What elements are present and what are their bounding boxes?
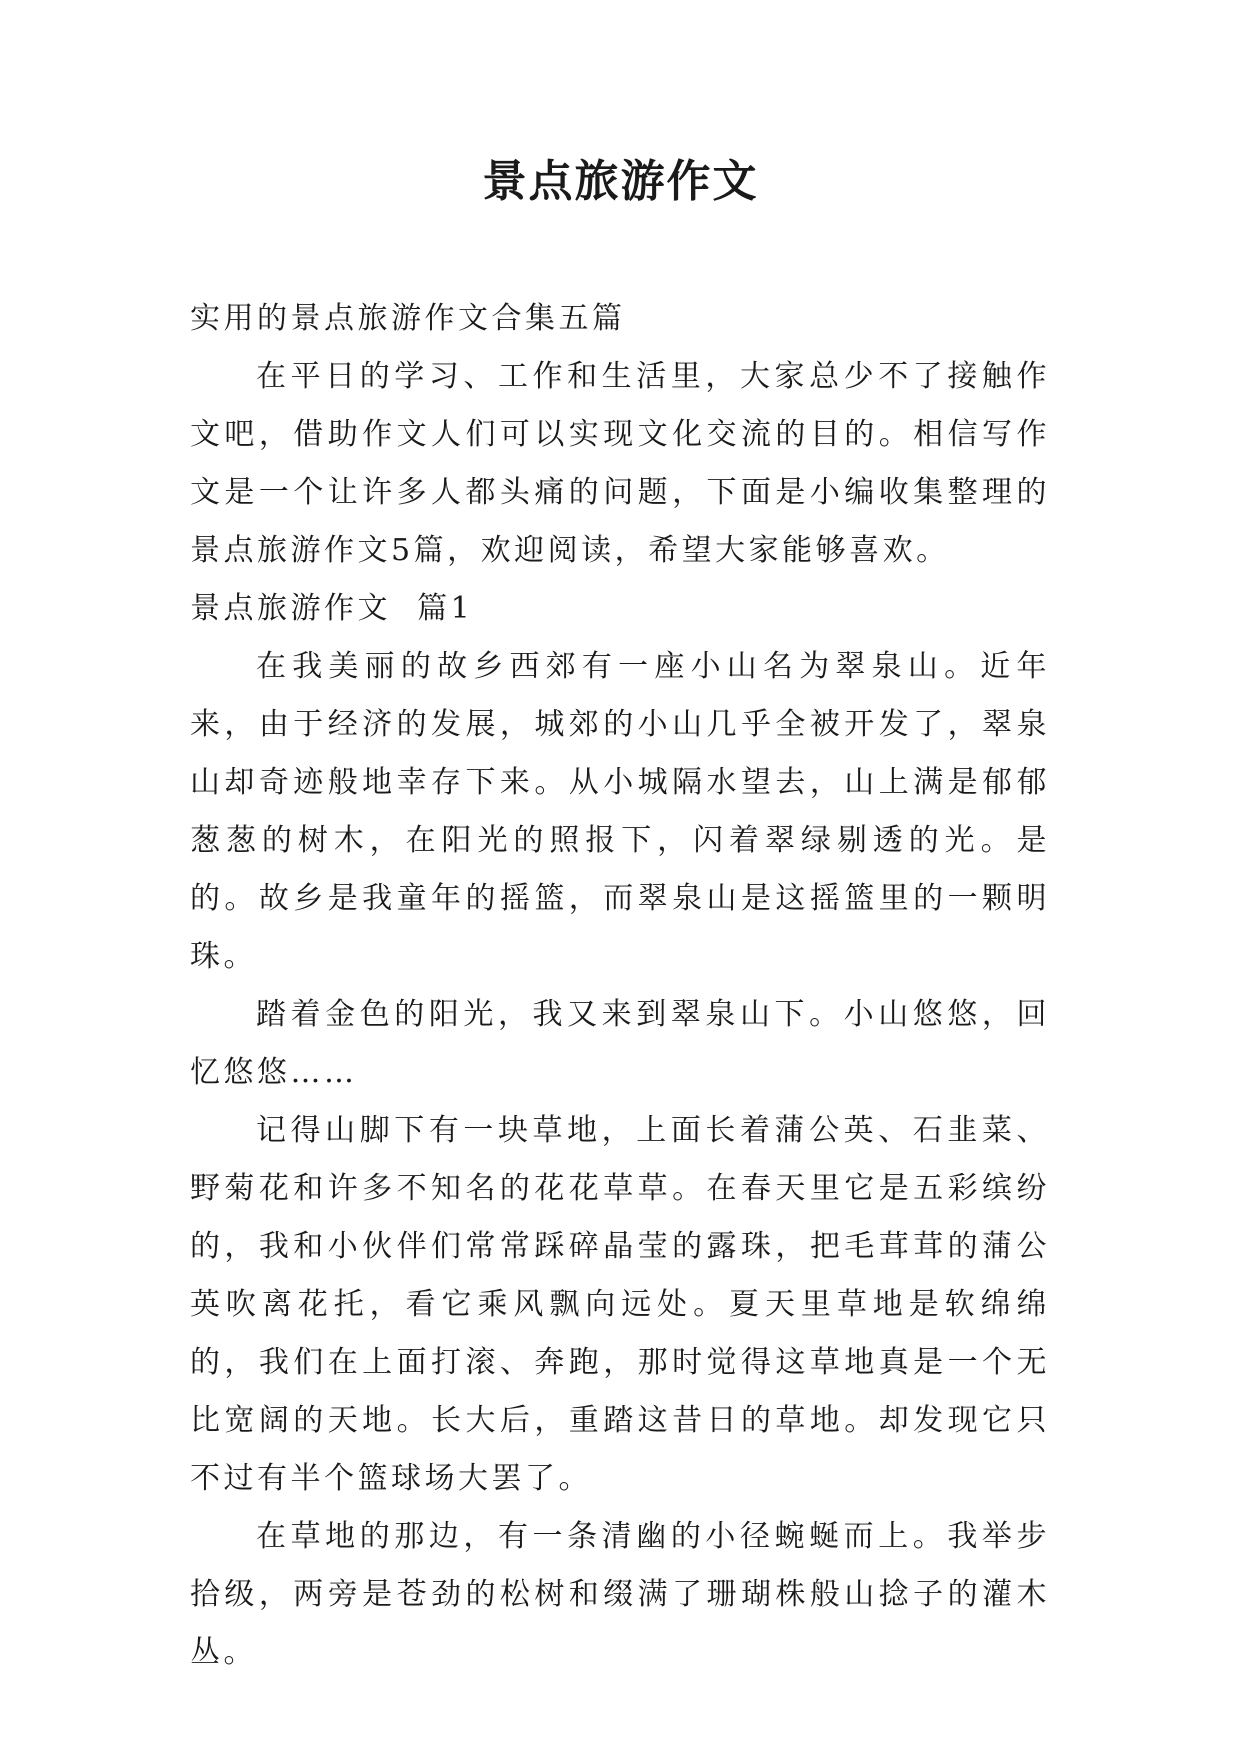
body-paragraph-2: 踏着金色的阳光，我又来到翠泉山下。小山悠悠，回忆悠悠…… xyxy=(190,997,1050,1090)
section-heading: 景点旅游作文 篇1 xyxy=(190,591,474,626)
body-paragraph-3: 记得山脚下有一块草地，上面长着蒲公英、石韭菜、野菊花和许多不知名的花花草草。在春天里它是五彩缤纷的，我和小伙伴们常常踩碎晶莹的露珠，把毛茸茸的蒲公英吹离花托，看它乘风飘向远处。夏天里草地是软绵绵的，我们在上面打滚、奔跑，那时觉得这草地真是一个无比宽阔的天地。长大后，重踏这昔日的草地。却发现它只不过有半个篮球场大罢了。 xyxy=(190,1113,1050,1496)
intro-paragraph: 在平日的学习、工作和生活里，大家总少不了接触作文吧，借助作文人们可以实现文化交流的目的。相信写作文是一个让许多人都头痛的问题，下面是小编收集整理的景点旅游作文5篇，欢迎阅读，希望大家能够喜欢。 xyxy=(190,359,1050,568)
body-paragraph-1: 在我美丽的故乡西郊有一座小山名为翠泉山。近年来，由于经济的发展，城郊的小山几乎全被开发了，翠泉山却奇迹般地幸存下来。从小城隔水望去，山上满是郁郁葱葱的树木，在阳光的照报下，闪着翠绿剔透的光。是的。故乡是我童年的摇篮，而翠泉山是这摇篮里的一颗明珠。 xyxy=(190,649,1050,974)
document-subtitle: 实用的景点旅游作文合集五篇 xyxy=(190,301,626,336)
body-paragraph-4: 在草地的那边，有一条清幽的小径蜿蜒而上。我举步拾级，两旁是苍劲的松树和缀满了珊瑚株般山捻子的灌木丛。 xyxy=(190,1519,1050,1670)
document-title: 景点旅游作文 xyxy=(482,156,759,207)
document-body xyxy=(190,290,1050,1682)
